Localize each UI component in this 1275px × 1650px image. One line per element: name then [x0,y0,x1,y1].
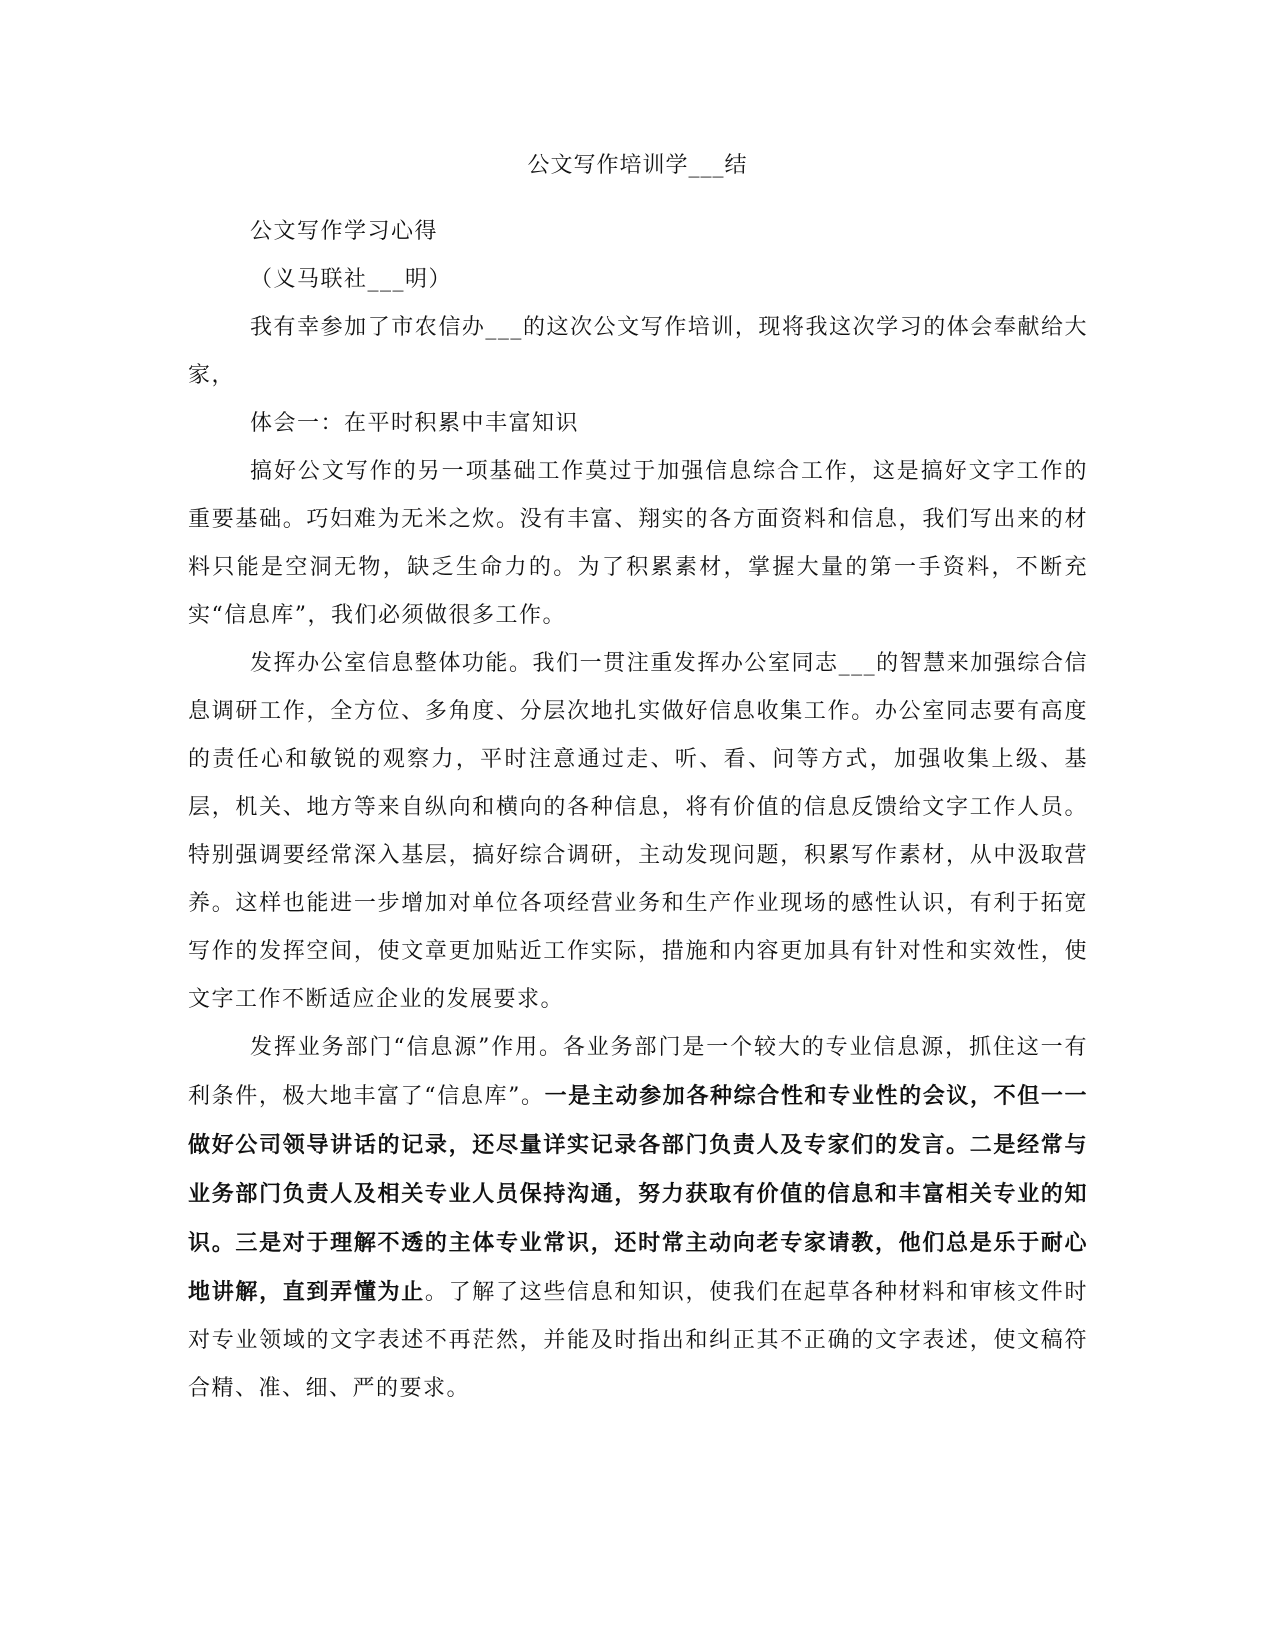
paragraph-3-bold-2: 二是经常与业务部门负责人及相关专业人员保持沟通，努力获取有价值的信息和丰富相关专业的知识。 [188,1132,1088,1256]
section-heading: 体会一：在平时积累中丰富知识 [250,411,580,436]
paragraph-3 [188,1024,1088,1413]
intro-paragraph: 我有幸参加了市农信办___的这次公文写作培训，现将我这次学习的体会奉献给大家， [188,315,1088,388]
paragraph-3-end: 。了解了这些信息和知识，使我们在起草各种材料和审核文件时对专业领域的文字表述不再茫然，并能及时指出和纠正其不正确的文字表述，使文稿符合精、准、细、严的要求。 [188,1280,1088,1401]
paragraph-1: 搞好公文写作的另一项基础工作莫过于加强信息综合工作，这是搞好文字工作的重要基础。巧妇难为无米之炊。没有丰富、翔实的各方面资料和信息，我们写出来的材料只能是空洞无物，缺乏生命力的。为了积累素材，掌握大量的第一手资料，不断充实“信息库”，我们必须做很多工作。 [188,459,1088,628]
paragraph-3-start: 发挥业务部门“信息源”作用。各业务部门是一个较大的专业信息源，抓住这一有利条件，极大地丰富了“信息库”。 [188,1035,1088,1109]
document-body [188,208,1088,1413]
document-title: 公文写作培训学___结 [527,153,748,178]
paragraph-3-bold-1: 一是主动参加各种综合性和专业性的会议，不但一一做好公司领导讲话的记录，还尽量详实记录各部门负责人及专家们的发言。 [188,1083,1088,1158]
subtitle: 公文写作学习心得 [250,219,439,244]
paragraph-3-bold-3: 三是对于理解不透的主体专业常识，还时常主动向老专家请教，他们总是乐于耐心地讲解，直到弄懂为止 [188,1230,1088,1305]
paragraph-2: 发挥办公室信息整体功能。我们一贯注重发挥办公室同志___的智慧来加强综合信息调研工作，全方位、多角度、分层次地扎实做好信息收集工作。办公室同志要有高度的责任心和敏锐的观察力，平时注意通过走、听、看、问等方式，加强收集上级、基层，机关、地方等来自纵向和横向的各种信息，将有价值的信息反馈给文字工作人员。特别强调要经常深入基层，搞好综合调研，主动发现问题，积累写作素材，从中汲取营养。这样也能进一步增加对单位各项经营业务和生产作业现场的感性认识，有利于拓宽写作的发挥空间，使文章更加贴近工作实际，措施和内容更加具有针对性和实效性，使文字工作不断适应企业的发展要求。 [188,651,1088,1012]
author-line: （义马联社___明） [250,267,453,292]
